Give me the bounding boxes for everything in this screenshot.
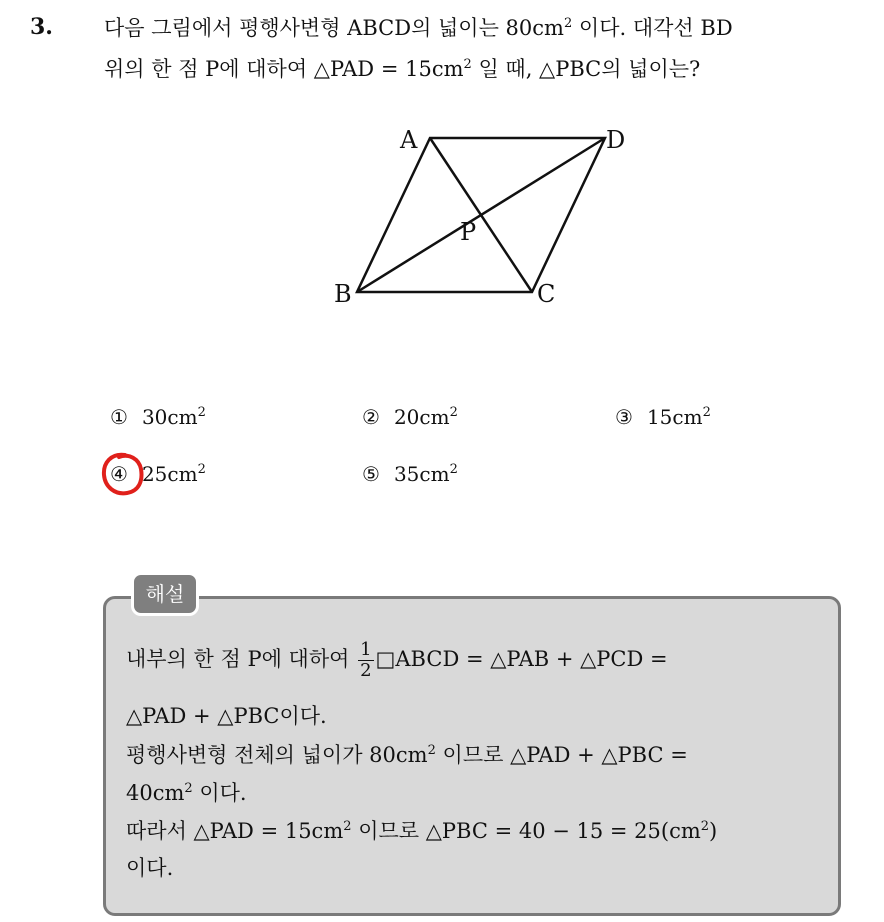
label-p: P — [460, 218, 477, 246]
fraction-numerator: 1 — [360, 639, 372, 660]
choice-value: 15cm — [646, 405, 703, 429]
choice-value: 30cm — [141, 405, 198, 429]
solution-text-part: 이다. — [192, 781, 247, 805]
fraction-denominator: 2 — [360, 660, 372, 681]
solution-badge: 해설 — [131, 572, 199, 616]
question-text-line1 — [104, 14, 733, 42]
question-text-part: 일 때, △PBC의 넓이는? — [471, 57, 701, 81]
solution-line5 — [126, 816, 717, 846]
label-d: D — [606, 126, 626, 154]
superscript: 2 — [449, 405, 458, 420]
solution-text-part: 40cm — [126, 781, 185, 805]
label-b: B — [334, 280, 352, 308]
solution-line6: 이다. — [126, 856, 174, 880]
choice-marker: ④ — [110, 462, 128, 486]
superscript: 2 — [702, 405, 711, 420]
choice-marker: ③ — [615, 405, 633, 429]
superscript: 2 — [343, 819, 352, 834]
question-text-part: 이다. 대각선 BD — [572, 16, 733, 40]
question-text-part: 위의 한 점 P에 대하여 △PAD = 15cm — [104, 57, 464, 81]
choice-1[interactable] — [110, 403, 206, 431]
superscript: 2 — [449, 462, 458, 477]
superscript: 2 — [184, 781, 193, 796]
solution-text-part: 내부의 한 점 P에 대하여 — [126, 647, 357, 671]
solution-text-part: 이므로 △PBC = 40 − 15 = 25(cm — [351, 819, 701, 843]
parallelogram-figure — [300, 110, 640, 320]
superscript: 2 — [463, 57, 472, 72]
choice-value: 35cm — [393, 462, 450, 486]
solution-text-part: 이므로 △PAD + △PBC = — [435, 743, 688, 767]
answer-circle-icon — [101, 451, 145, 497]
answer-circle-stroke — [104, 455, 142, 494]
label-c: C — [537, 280, 556, 308]
solution-text-part: 평행사변형 전체의 넓이가 80cm — [126, 743, 428, 767]
superscript: 2 — [700, 819, 710, 834]
choice-3[interactable] — [615, 403, 711, 431]
solution-text-part: ) — [709, 819, 718, 843]
superscript: 2 — [197, 462, 206, 477]
fraction-half — [358, 640, 373, 681]
question-number: 3. — [30, 14, 53, 40]
solution-line4 — [126, 778, 247, 808]
solution-text-part: □ABCD = △PAB + △PCD = — [375, 647, 668, 671]
superscript: 2 — [563, 16, 573, 31]
choice-5[interactable] — [362, 460, 458, 488]
choice-2[interactable] — [362, 403, 458, 431]
choice-marker: ① — [110, 405, 128, 429]
choice-value: 25cm — [141, 462, 198, 486]
solution-text-part: 따라서 △PAD = 15cm — [126, 819, 344, 843]
solution-line2: △PAD + △PBC이다. — [126, 704, 327, 728]
question-text-line2 — [104, 55, 700, 83]
question-text-part: 다음 그림에서 평행사변형 ABCD의 넓이는 80cm — [104, 16, 564, 40]
superscript: 2 — [197, 405, 206, 420]
solution-line1 — [126, 640, 668, 681]
choice-marker: ② — [362, 405, 380, 429]
superscript: 2 — [427, 743, 436, 758]
label-a: A — [400, 126, 418, 154]
solution-line3 — [126, 740, 688, 770]
choice-value: 20cm — [393, 405, 450, 429]
choice-marker: ⑤ — [362, 462, 380, 486]
